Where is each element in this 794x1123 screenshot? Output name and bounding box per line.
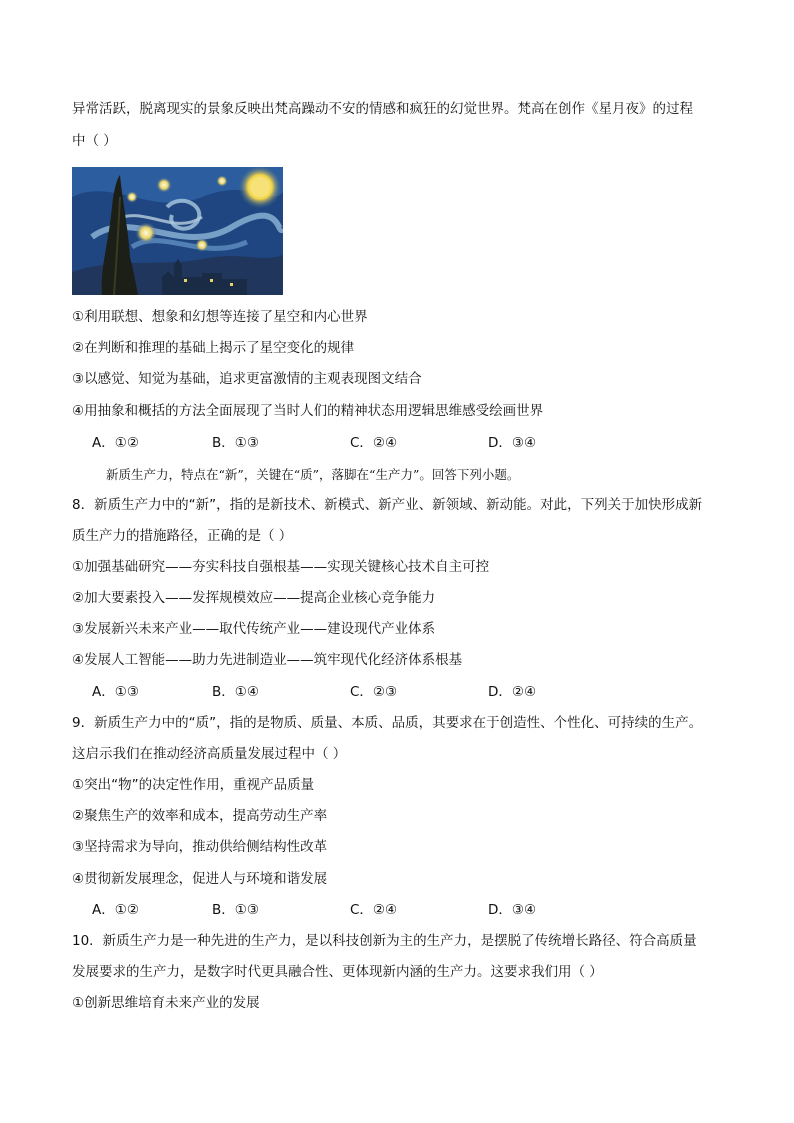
q7-item-3: ③以感觉、知觉为基础，追求更富激情的主观表现图文结合 <box>72 371 422 387</box>
q10-stem-line-1: 10．新质生产力是一种先进的生产力，是以科技创新为主的生产力，是摆脱了传统增长路径、符合高质量 <box>72 933 697 949</box>
q9-stem-line-1: 9．新质生产力中的“质”，指的是物质、质量、本质、品质，其要求在于创造性、个性化、可持续的生产。 <box>72 715 703 731</box>
starry-night-illustration <box>72 167 283 295</box>
q8-item-4: ④发展人工智能——助力先进制造业——筑牢现代化经济体系根基 <box>72 652 463 668</box>
q8-item-3: ③发展新兴未来产业——取代传统产业——建设现代产业体系 <box>72 621 436 637</box>
q7-item-1: ①利用联想、想象和幻想等连接了星空和内心世界 <box>72 309 368 325</box>
q9-item-4: ④贯彻新发展理念，促进人与环境和谐发展 <box>72 871 328 887</box>
starry-night-image <box>72 167 283 295</box>
intro-line-1: 异常活跃，脱离现实的景象反映出梵高躁动不安的情感和疯狂的幻觉世界。梵高在创作《星月夜》的过程 <box>72 101 693 117</box>
q8-option-b[interactable]: B．①④ <box>212 684 259 700</box>
q7-option-c[interactable]: C．②④ <box>350 435 398 451</box>
q8-item-1: ①加强基础研究——夯实科技自强根基——实现关键核心技术自主可控 <box>72 559 490 575</box>
q9-option-b[interactable]: B．①③ <box>212 902 259 918</box>
q9-option-d[interactable]: D．③④ <box>488 902 537 918</box>
q8-option-d[interactable]: D．②④ <box>488 684 537 700</box>
q7-item-4: ④用抽象和概括的方法全面展现了当时人们的精神状态用逻辑思维感受绘画世界 <box>72 403 544 419</box>
q8-stem-line-1: 8．新质生产力中的“新”，指的是新技术、新模式、新产业、新领域、新动能。对此，下列关于加快形成新 <box>72 497 703 513</box>
q10-stem-line-2: 发展要求的生产力，是数字时代更具融合性、更体现新内涵的生产力。这要求我们用（ ） <box>72 964 603 980</box>
group-intro: 新质生产力，特点在“新”，关键在“质”，落脚在“生产力”。回答下列小题。 <box>106 467 520 482</box>
q9-option-a[interactable]: A．①② <box>92 902 139 918</box>
q8-option-c[interactable]: C．②③ <box>350 684 398 700</box>
q9-item-3: ③坚持需求为导向，推动供给侧结构性改革 <box>72 839 328 855</box>
q7-option-d[interactable]: D．③④ <box>488 435 537 451</box>
q7-option-b[interactable]: B．①③ <box>212 435 259 451</box>
q9-option-c[interactable]: C．②④ <box>350 902 398 918</box>
intro-line-2: 中（ ） <box>72 133 117 149</box>
q8-option-a[interactable]: A．①③ <box>92 684 139 700</box>
q8-stem-line-2: 质生产力的措施路径，正确的是（ ） <box>72 528 293 544</box>
q10-item-1: ①创新思维培育未来产业的发展 <box>72 995 260 1011</box>
q9-stem-line-2: 这启示我们在推动经济高质量发展过程中（ ） <box>72 746 347 762</box>
q7-option-a[interactable]: A．①② <box>92 435 139 451</box>
q8-item-2: ②加大要素投入——发挥规模效应——提高企业核心竞争能力 <box>72 590 436 606</box>
q9-item-1: ①突出“物”的决定性作用，重视产品质量 <box>72 777 315 793</box>
q7-item-2: ②在判断和推理的基础上揭示了星空变化的规律 <box>72 340 355 356</box>
q9-item-2: ②聚焦生产的效率和成本，提高劳动生产率 <box>72 808 328 824</box>
